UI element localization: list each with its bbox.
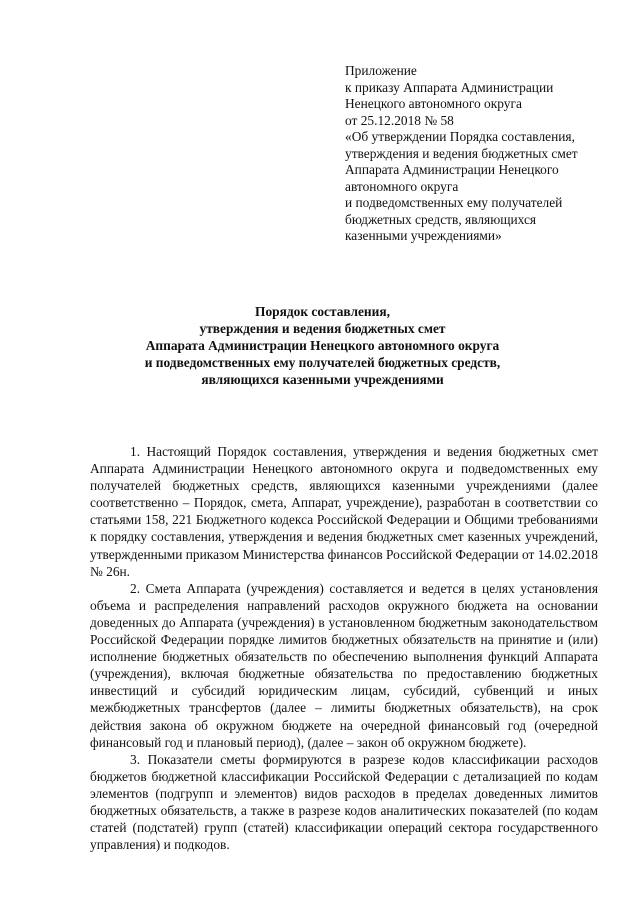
appendix-line: Аппарата Администрации Ненецкого: [345, 162, 559, 177]
appendix-line: казенными учреждениями»: [345, 228, 502, 243]
appendix-line: Ненецкого автономного округа: [345, 96, 522, 111]
appendix-header: [345, 63, 605, 245]
title-line: Аппарата Администрации Ненецкого автономного округа: [145, 338, 500, 353]
title-line: утверждения и ведения бюджетных смет: [199, 321, 446, 336]
document-title: [80, 303, 565, 388]
appendix-line: к приказу Аппарата Администрации: [345, 79, 554, 95]
appendix-line: Приложение: [345, 63, 417, 78]
paragraph-3: 3. Показатели сметы формируются в разрезе кодов классификации расходов бюджетов бюджетной классификации Российской Федерации с детализацией по кодам элементов (подгрупп и элементов) видов расходов в пределах доведенных лимитов бюджетных обязательств, а также в разрезе кодов аналитических показателей (по кодам статей (подстатей) групп (статей) классификации операций сектора государственного управления) и подкодов.: [90, 751, 598, 853]
title-line: и подведомственных ему получателей бюджетных средств,: [144, 355, 501, 370]
appendix-line: автономного округа: [345, 178, 459, 194]
title-line: являющихся казенными учреждениями: [201, 372, 444, 387]
paragraph-2: 2. Смета Аппарата (учреждения) составляется и ведется в целях установления объема и распределения направлений расходов окружного бюджета на основании доведенных до Аппарата (учреждения) в установленном бюджетным законодательством Российской Федерации порядке лимитов бюджетных обязательств на принятие и (или) исполнение бюджетных обязательств по обеспечению выполнения функций Аппарата (учреждения), включая бюджетные обязательства по предоставлению бюджетных инвестиций и субсидий юридическим лицам, субсидий, субвенций и иных межбюджетных трансфертов (далее – лимиты бюджетных обязательств), на срок действия закона об окружном бюджете на очередной финансовый год (очередной финансовый год и плановый период), (далее – закон об окружном бюджете).: [90, 580, 598, 750]
appendix-line: от 25.12.2018 № 58: [345, 112, 454, 128]
appendix-line: бюджетных средств, являющихся: [345, 211, 537, 227]
document-body: [90, 443, 598, 853]
appendix-line: «Об утверждении Порядка составления,: [345, 129, 575, 144]
paragraph-1: 1. Настоящий Порядок составления, утверждения и ведения бюджетных смет Аппарата Администрации Ненецкого автономного округа и подведомственных ему получателей бюджетных средств, являющихся казенными учреждениями (далее соответственно – Порядок, смета, Аппарат, учреждение), разработан в соответствии со статьями 158, 221 Бюджетного кодекса Российской Федерации и Общими требованиями к порядку составления, утверждения и ведения бюджетных смет казенных учреждений, утвержденными приказом Министерства финансов Российской Федерации от 14.02.2018 № 26н.: [90, 444, 598, 579]
appendix-line: и подведомственных ему получателей: [345, 195, 563, 210]
appendix-line: утверждения и ведения бюджетных смет: [345, 145, 578, 161]
title-line: Порядок составления,: [255, 304, 390, 319]
